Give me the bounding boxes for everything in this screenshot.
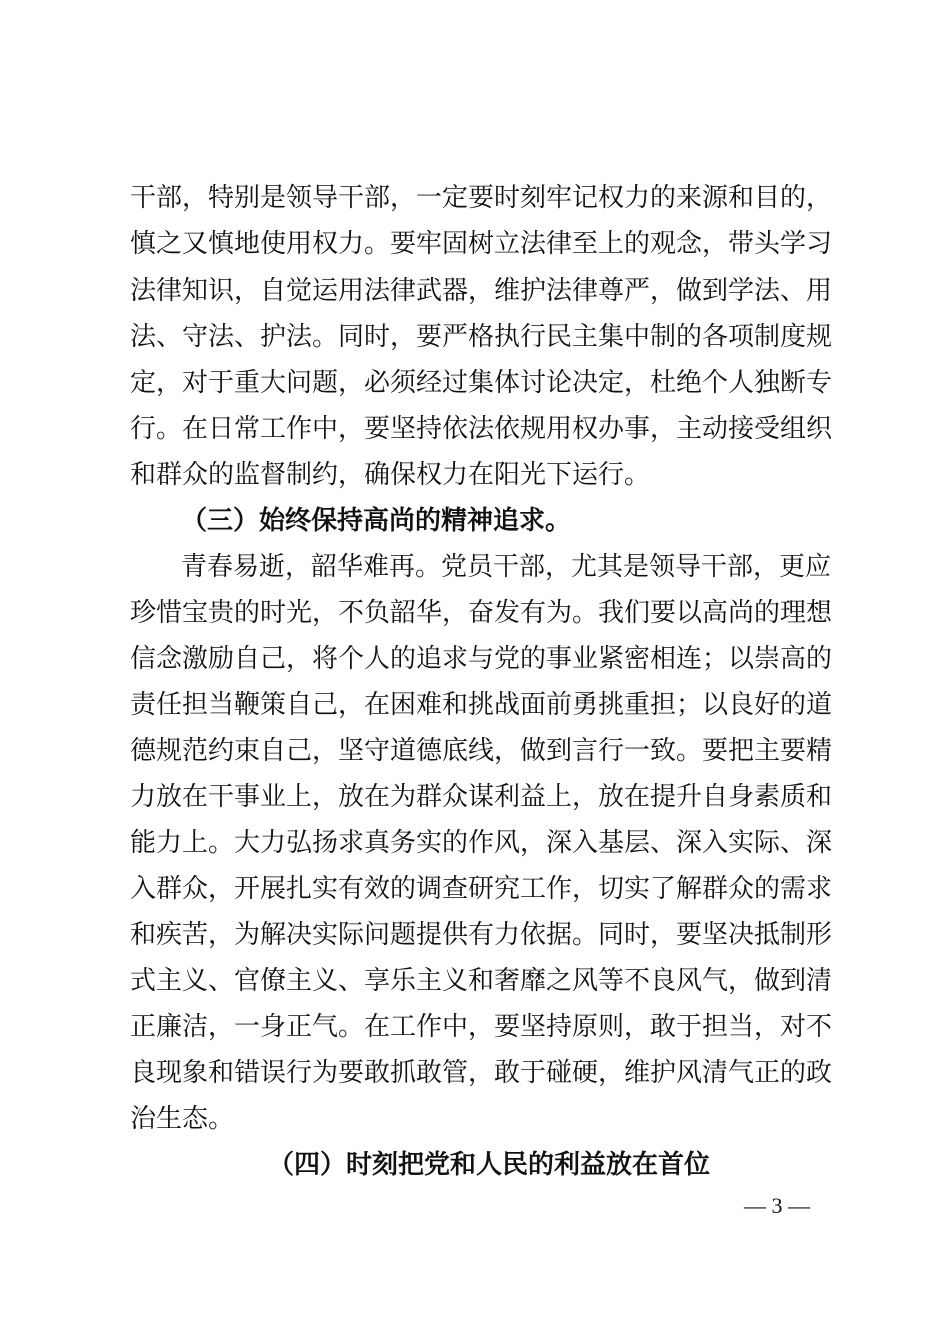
paragraph-2-line: 式主义、官僚主义、享乐主义和奢靡之风等不良风气，做到清 [130, 966, 833, 996]
paragraph-2-line: 青春易逝，韶华难再。党员干部，尤其是领导干部，更应 [181, 552, 832, 582]
paragraph-1-line: 定，对于重大问题，必须经过集体讨论决定，杜绝个人独断专 [130, 368, 833, 398]
paragraph-2-line: 珍惜宝贵的时光，不负韶华，奋发有为。我们要以高尚的理想 [130, 598, 833, 628]
paragraph-1-line: 干部，特别是领导干部，一定要时刻牢记权力的来源和目的， [130, 183, 833, 213]
paragraph-2-line: 力放在干事业上，放在为群众谋利益上，放在提升自身素质和 [130, 782, 833, 812]
section-heading-4: （四）时刻把党和人民的利益放在首位 [268, 1150, 711, 1180]
paragraph-2-line: 和疾苦，为解决实际问题提供有力依据。同时，要坚决抵制形 [130, 920, 833, 950]
paragraph-2-line: 入群众，开展扎实有效的调查研究工作，切实了解群众的需求 [130, 874, 833, 904]
paragraph-1-line: 慎之又慎地使用权力。要牢固树立法律至上的观念，带头学习 [130, 229, 833, 259]
paragraph-2-line: 能力上。大力弘扬求真务实的作风，深入基层、深入实际、深 [130, 828, 833, 858]
paragraph-2-line: 正廉洁，一身正气。在工作中，要坚持原则，敢于担当，对不 [130, 1012, 833, 1042]
paragraph-2-line: 德规范约束自己，坚守道德底线，做到言行一致。要把主要精 [130, 736, 833, 766]
page-number: — 3 — [744, 1193, 810, 1218]
paragraph-2-line: 信念激励自己，将个人的追求与党的事业紧密相连；以崇高的 [130, 644, 833, 674]
paragraph-1-line: 法、守法、护法。同时，要严格执行民主集中制的各项制度规 [130, 322, 833, 352]
paragraph-2-line: 责任担当鞭策自己，在困难和挑战面前勇挑重担；以良好的道 [130, 690, 833, 720]
paragraph-1-line: 行。在日常工作中，要坚持依法依规用权办事，主动接受组织 [130, 414, 833, 444]
section-heading-3: （三）始终保持高尚的精神追求。 [181, 506, 572, 536]
paragraph-1-line: 法律知识，自觉运用法律武器，维护法律尊严，做到学法、用 [130, 276, 833, 306]
paragraph-2-line: 治生态。 [130, 1104, 235, 1134]
paragraph-2-line: 良现象和错误行为要敢抓敢管，敢于碰硬，维护风清气正的政 [130, 1058, 833, 1088]
paragraph-1-line: 和群众的监督制约，确保权力在阳光下运行。 [130, 460, 651, 490]
